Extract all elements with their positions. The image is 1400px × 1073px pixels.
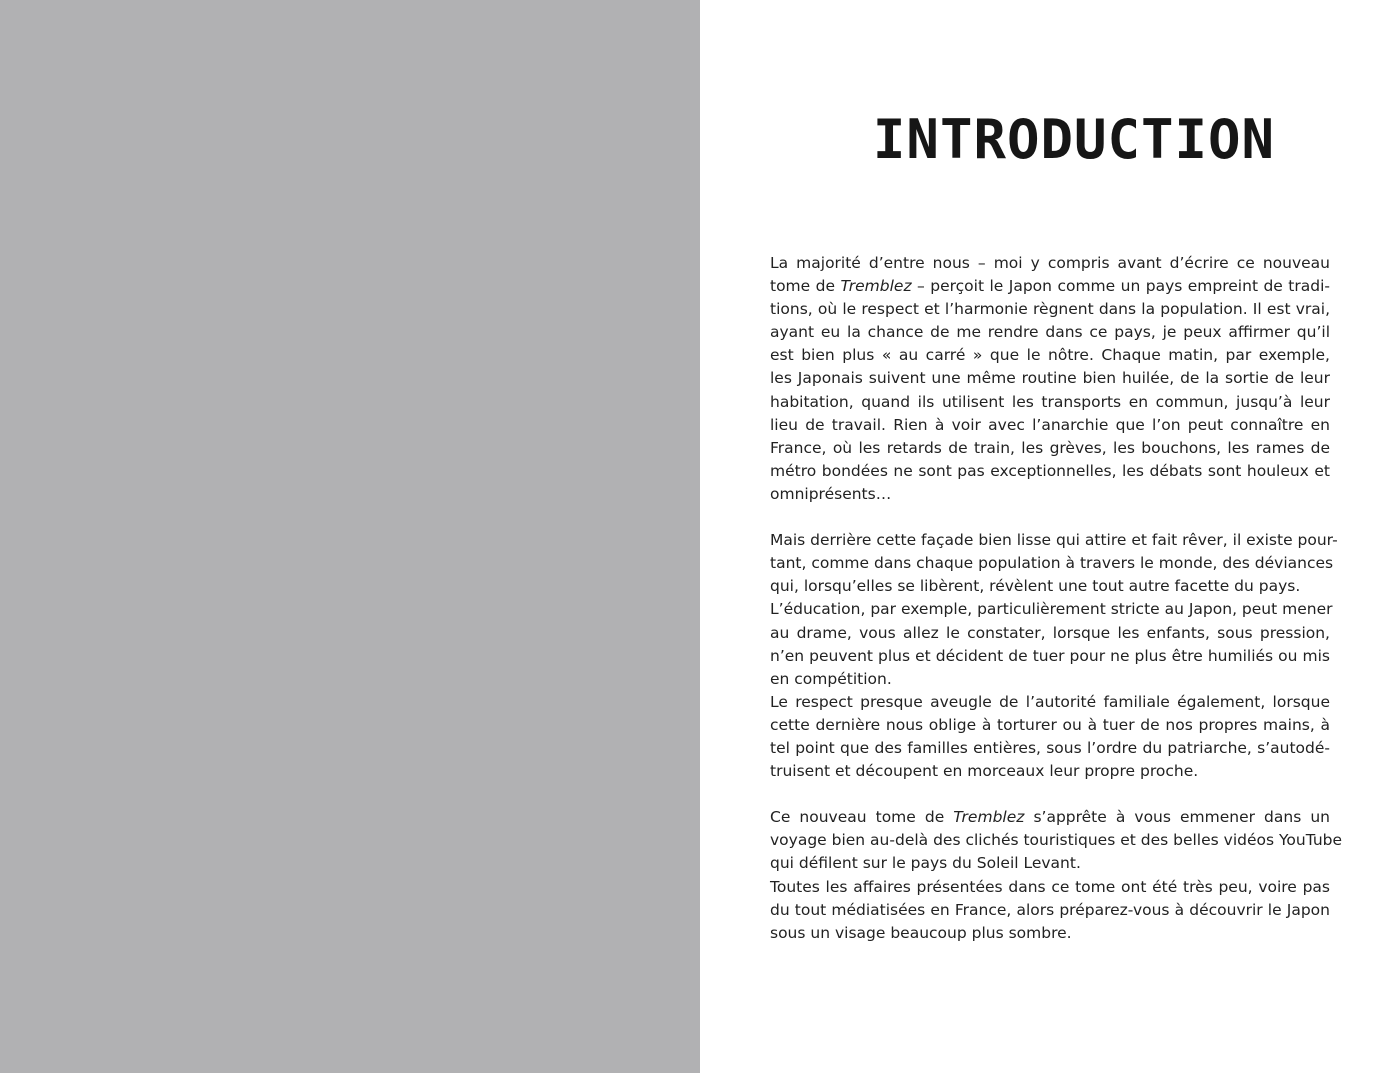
- book-title-italic: Tremblez: [953, 808, 1025, 827]
- text-segment: Mais derrière cette façade bien lisse qui attire et fait rêver, il existe pour-: [770, 531, 1338, 550]
- text-line: [770, 575, 1330, 598]
- text-segment: du tout médiatisées en France, alors préparez-vous à découvrir le Japon: [770, 900, 1330, 919]
- text-line: [770, 598, 1333, 621]
- text-line: [770, 852, 1330, 875]
- text-line: [770, 298, 1330, 321]
- text-segment: n’en peuvent plus et décident de tuer pour ne plus être humiliés ou mis: [770, 646, 1330, 665]
- text-segment: truisent et découpent en morceaux leur propre proche.: [770, 762, 1199, 781]
- text-line: [770, 806, 1330, 829]
- paragraph-gap: [770, 783, 1330, 806]
- text-line: [770, 876, 1330, 899]
- text-segment: métro bondées ne sont pas exceptionnelles, les débats sont houleux et: [770, 461, 1330, 480]
- text-line: [770, 437, 1330, 460]
- paragraph-gap: [770, 506, 1330, 529]
- text-segment: habitation, quand ils utilisent les transports en commun, jusqu’à leur: [770, 392, 1330, 411]
- text-segment: Le respect presque aveugle de l’autorité familiale également, lorsque: [770, 692, 1330, 711]
- text-segment: tant, comme dans chaque population à travers le monde, des déviances: [770, 554, 1334, 573]
- text-line: [770, 691, 1330, 714]
- text-segment: Ce nouveau tome de: [770, 808, 954, 827]
- text-line: [770, 714, 1330, 737]
- text-segment: ayant eu la chance de me rendre dans ce pays, je peux affirmer qu’il: [770, 323, 1330, 342]
- text-segment: voyage bien au-delà des clichés touristiques et des belles vidéos YouTube: [770, 831, 1343, 850]
- text-segment: tions, où le respect et l’harmonie règnent dans la population. Il est vrai,: [770, 300, 1330, 319]
- text-segment: L’éducation, par exemple, particulièrement stricte au Japon, peut mener: [770, 600, 1333, 619]
- text-segment: – perçoit le Japon comme un pays empreint de tradi-: [911, 277, 1330, 296]
- text-line: [770, 344, 1330, 367]
- text-line: [770, 483, 1330, 506]
- text-segment: tome de: [770, 277, 841, 296]
- text-line: [770, 922, 1330, 945]
- introduction-page: [700, 0, 1400, 1073]
- text-segment: sous un visage beaucoup plus sombre.: [770, 923, 1072, 942]
- text-line: [770, 760, 1330, 783]
- text-line: [770, 321, 1330, 344]
- text-line: [770, 668, 1330, 691]
- text-segment: en compétition.: [770, 669, 892, 688]
- text-segment: les Japonais suivent une même routine bien huilée, de la sortie de leur: [770, 369, 1330, 388]
- text-line: [770, 529, 1338, 552]
- text-line: [770, 275, 1330, 298]
- text-segment: La majorité d’entre nous – moi y compris avant d’écrire ce nouveau: [770, 254, 1330, 272]
- book-title-italic: Tremblez: [840, 277, 912, 296]
- text-line: [770, 552, 1334, 575]
- text-segment: qui, lorsqu’elles se libèrent, révèlent une tout autre facette du pays.: [770, 577, 1301, 596]
- text-segment: Toutes les affaires présentées dans ce tome ont été très peu, voire pas: [770, 877, 1330, 896]
- text-segment: cette dernière nous oblige à torturer ou à tuer de nos propres mains, à: [770, 715, 1330, 734]
- introduction-body: [770, 252, 1343, 945]
- text-segment: omniprésents…: [770, 484, 892, 503]
- text-line: [770, 622, 1330, 645]
- text-segment: lieu de travail. Rien à voir avec l’anarchie que l’on peut connaître en: [770, 415, 1330, 434]
- text-segment: au drame, vous allez le constater, lorsque les enfants, sous pression,: [770, 623, 1330, 642]
- text-line: [770, 829, 1343, 852]
- text-line: [770, 367, 1330, 390]
- text-segment: tel point que des familles entières, sous l’ordre du patriarche, s’autodé-: [770, 738, 1330, 757]
- text-segment: est bien plus « au carré » que le nôtre. Chaque matin, par exemple,: [770, 346, 1330, 365]
- text-segment: France, où les retards de train, les grèves, les bouchons, les rames de: [770, 438, 1330, 457]
- page-title: INTRODUCTION: [872, 108, 1276, 171]
- text-line: [770, 252, 1330, 275]
- text-line: [770, 645, 1330, 668]
- text-line: [770, 899, 1330, 922]
- text-line: [770, 460, 1330, 483]
- text-segment: qui défilent sur le pays du Soleil Levant.: [770, 854, 1081, 873]
- text-line: [770, 737, 1330, 760]
- text-line: [770, 414, 1330, 437]
- text-line: [770, 391, 1330, 414]
- text-segment: s’apprête à vous emmener dans un: [1024, 808, 1330, 827]
